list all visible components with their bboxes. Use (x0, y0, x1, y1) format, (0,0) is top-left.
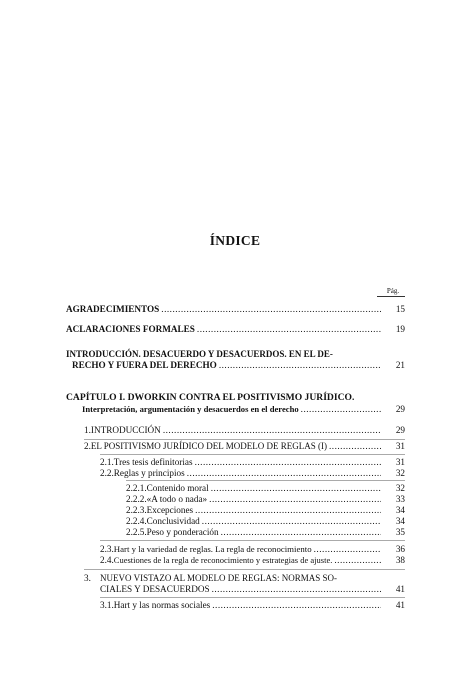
toc-section-number: 2.2.3. (126, 505, 147, 515)
toc-entry-3[interactable] (84, 573, 405, 595)
toc-chapter-subtitle: Interpretación, argumentación y desacuerdos en el derecho (82, 404, 299, 414)
toc-entry-title-line2: RECHO Y FUERA DEL DERECHO (72, 360, 217, 370)
toc-section-number: 2.2.1. (126, 483, 147, 493)
toc-entry-title-line2: CIALES Y DESACUERDOS (100, 584, 210, 594)
toc-entry-2-2-3[interactable] (126, 505, 405, 516)
dot-leader (163, 425, 381, 436)
toc-page-number: 35 (395, 527, 405, 537)
toc-entry-agradecimientos[interactable] (66, 304, 405, 315)
dot-leader (219, 360, 381, 371)
toc-section-number: 2.3. (100, 544, 114, 554)
toc-entry-1[interactable] (84, 425, 405, 436)
toc-entry-title: Contenido moral (146, 483, 209, 493)
toc-entry-title: Tres tesis definitorias (113, 457, 193, 467)
toc-entry-title: «A todo o nada» (146, 494, 208, 504)
toc-entry-capitulo-1[interactable] (66, 392, 405, 415)
section-divider (100, 540, 405, 541)
dot-leader (209, 494, 381, 505)
toc-section-number: 2.2.2. (126, 494, 147, 504)
toc-entry-2-4[interactable] (100, 555, 405, 566)
toc-entry-title: Peso y ponderación (146, 527, 219, 537)
dot-leader (211, 483, 381, 494)
section-divider (84, 439, 405, 440)
toc-entry-2-2-4[interactable] (126, 516, 405, 527)
toc-section-number: 1. (84, 425, 91, 435)
dot-leader (212, 600, 381, 611)
toc-entry-title: INTRODUCCIÓN (90, 425, 161, 435)
toc-entry-title: EL POSITIVISMO JURÍDICO DEL MODELO DE REGLAS (I) (90, 441, 327, 451)
toc-section-number: 3. (84, 573, 91, 583)
toc-entry-2-2-2[interactable] (126, 494, 405, 505)
toc-page-number: 32 (395, 468, 405, 478)
toc-page-number: 15 (395, 304, 405, 314)
toc-page-number: 31 (395, 457, 405, 467)
toc-page-number: 29 (395, 425, 405, 435)
toc-entry-title: Reglas y principios (113, 468, 185, 478)
dot-leader (161, 304, 381, 315)
dot-leader (187, 468, 381, 479)
page-title: ÍNDICE (209, 233, 261, 248)
dot-leader (221, 527, 381, 538)
toc-entry-title: Conclusividad (146, 516, 200, 526)
toc-entry-2[interactable] (84, 441, 405, 452)
toc-section-number: 3.1. (100, 600, 114, 610)
toc-section-number: 2.1. (100, 457, 114, 467)
toc-page-number: 21 (395, 360, 405, 370)
toc-entry-2-2-1[interactable] (126, 483, 405, 494)
toc-entry-title: Hart y las normas sociales (113, 600, 211, 610)
toc-page-number: 36 (395, 544, 405, 554)
toc-entry-title-line1: NUEVO VISTAZO AL MODELO DE REGLAS: NORMAS SO- (100, 573, 338, 583)
section-divider (126, 480, 405, 481)
toc-section-number: 2.2. (100, 468, 114, 478)
toc-page-number: 34 (395, 516, 405, 526)
page-column-rule (377, 296, 405, 297)
toc-page-number: 33 (395, 494, 405, 504)
toc-page-number: 32 (395, 483, 405, 493)
toc-entry-title: Excepciones (146, 505, 194, 515)
dot-leader (301, 404, 381, 415)
toc-page-number: 31 (395, 441, 405, 451)
page-column-label: Pág. (386, 287, 400, 295)
section-divider (100, 597, 405, 598)
dot-leader (314, 544, 381, 555)
toc-entry-2-3[interactable] (100, 544, 405, 555)
toc-entry-2-2[interactable] (100, 468, 405, 479)
dot-leader (197, 324, 381, 335)
dot-leader (195, 457, 381, 468)
toc-entry-title: Cuestiones de la regla de reconocimiento y estrategias de ajuste. (113, 555, 333, 565)
toc-section-number: 2. (84, 441, 91, 451)
section-divider (100, 454, 405, 455)
toc-page-number: 29 (395, 404, 405, 414)
toc-entry-title: AGRADECIMIENTOS (66, 304, 160, 314)
dot-leader (329, 441, 381, 452)
toc-section-number: 2.2.5. (126, 527, 147, 537)
toc-entry-aclaraciones[interactable] (66, 324, 405, 335)
toc-page-number: 38 (395, 555, 405, 565)
toc-entry-2-1[interactable] (100, 457, 405, 468)
toc-section-number: 2.4. (100, 555, 114, 565)
toc-page-number: 41 (395, 600, 405, 610)
toc-entry-title: Hart y la variedad de reglas. La regla de reconocimiento (113, 544, 312, 554)
dot-leader (334, 555, 381, 566)
section-divider (84, 569, 405, 570)
toc-page-number: 41 (395, 584, 405, 594)
dot-leader (195, 505, 381, 516)
toc-section-number: 2.2.4. (126, 516, 147, 526)
toc-chapter-title: CAPÍTULO I. DWORKIN CONTRA EL POSITIVISMO JURÍDICO. (66, 392, 355, 403)
dot-leader (212, 584, 381, 595)
toc-entry-title: ACLARACIONES FORMALES (66, 324, 195, 334)
toc-page-number: 34 (395, 505, 405, 515)
toc-page-number: 19 (395, 324, 405, 334)
toc-entry-3-1[interactable] (100, 600, 405, 611)
toc-entry-introduccion[interactable] (66, 349, 405, 371)
toc-entry-title-line1: INTRODUCCIÓN. DESACUERDO Y DESACUERDOS. EN EL DE- (66, 349, 333, 359)
toc-entry-2-2-5[interactable] (126, 527, 405, 538)
dot-leader (202, 516, 381, 527)
